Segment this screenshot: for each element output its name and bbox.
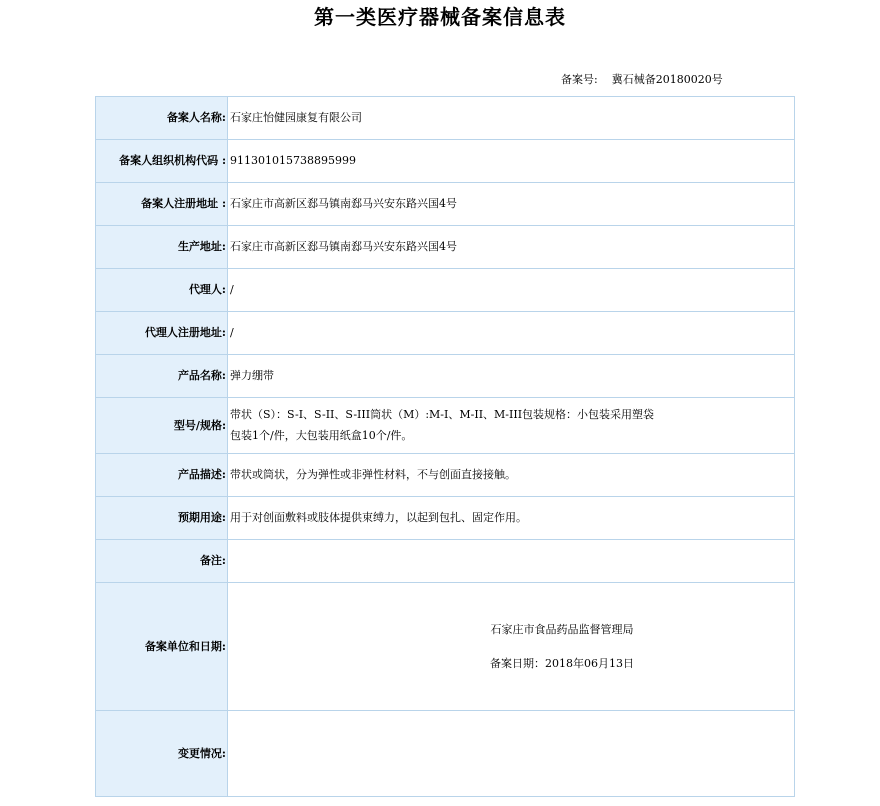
row-label-filing-unit-date: 备案单位和日期: bbox=[96, 583, 228, 711]
row-value-registered-address: 石家庄市高新区郄马镇南郄马兴安东路兴国4号 bbox=[228, 183, 795, 226]
table-row bbox=[96, 497, 795, 540]
row-label-registered-address: 备案人注册地址 : bbox=[96, 183, 228, 226]
table-row bbox=[96, 583, 795, 711]
row-value-agent: / bbox=[228, 269, 795, 312]
table-row bbox=[96, 140, 795, 183]
row-label-agent: 代理人: bbox=[96, 269, 228, 312]
record-number-line bbox=[561, 72, 723, 88]
table-row bbox=[96, 454, 795, 497]
row-label-production-address: 生产地址: bbox=[96, 226, 228, 269]
row-label-registrant-name: 备案人名称: bbox=[96, 97, 228, 140]
row-value-intended-use: 用于对创面敷料或肢体提供束缚力，以起到包扎、固定作用。 bbox=[228, 497, 795, 540]
row-label-remarks: 备注: bbox=[96, 540, 228, 583]
row-label-org-code: 备案人组织机构代码 : bbox=[96, 140, 228, 183]
row-value-production-address: 石家庄市高新区郄马镇南郄马兴安东路兴国4号 bbox=[228, 226, 795, 269]
row-value-filing-unit-date bbox=[228, 583, 795, 711]
table-row bbox=[96, 398, 795, 454]
row-label-product-name: 产品名称: bbox=[96, 355, 228, 398]
record-number-label: 备案号: bbox=[561, 73, 598, 86]
row-value-registrant-name: 石家庄怡健园康复有限公司 bbox=[228, 97, 795, 140]
filing-date: 备案日期：2018年06月13日 bbox=[490, 656, 634, 670]
row-value-product-description: 带状或筒状，分为弹性或非弹性材料，不与创面直接接触。 bbox=[228, 454, 795, 497]
table-row bbox=[96, 269, 795, 312]
info-table bbox=[95, 96, 795, 797]
model-spec-line-2: 包装1个/件，大包装用纸盒10个/件。 bbox=[230, 429, 413, 442]
row-label-product-description: 产品描述: bbox=[96, 454, 228, 497]
row-value-model-spec bbox=[228, 398, 795, 454]
table-row bbox=[96, 226, 795, 269]
row-value-agent-address: / bbox=[228, 312, 795, 355]
table-row bbox=[96, 97, 795, 140]
row-value-change-status bbox=[228, 711, 795, 797]
model-spec-line-1: 带状（S）：S-I、S-II、S-III筒状（M）:M-I、M-II、M-III包装规格：小包装采用塑袋 bbox=[230, 408, 655, 421]
row-label-model-spec: 型号/规格: bbox=[96, 398, 228, 454]
table-row bbox=[96, 355, 795, 398]
row-label-change-status: 变更情况: bbox=[96, 711, 228, 797]
filing-unit-block bbox=[230, 621, 794, 673]
row-value-remarks bbox=[228, 540, 795, 583]
filing-agency-name: 石家庄市食品药品监督管理局 bbox=[490, 622, 634, 636]
page-title: 第一类医疗器械备案信息表 bbox=[314, 5, 566, 29]
table-row bbox=[96, 312, 795, 355]
row-value-org-code: 911301015738895999 bbox=[228, 140, 795, 183]
table-row bbox=[96, 711, 795, 797]
row-label-intended-use: 预期用途: bbox=[96, 497, 228, 540]
table-row bbox=[96, 540, 795, 583]
row-value-product-name: 弹力绷带 bbox=[228, 355, 795, 398]
table-row bbox=[96, 183, 795, 226]
row-label-agent-address: 代理人注册地址: bbox=[96, 312, 228, 355]
record-number-value: 冀石械备20180020号 bbox=[611, 73, 723, 86]
